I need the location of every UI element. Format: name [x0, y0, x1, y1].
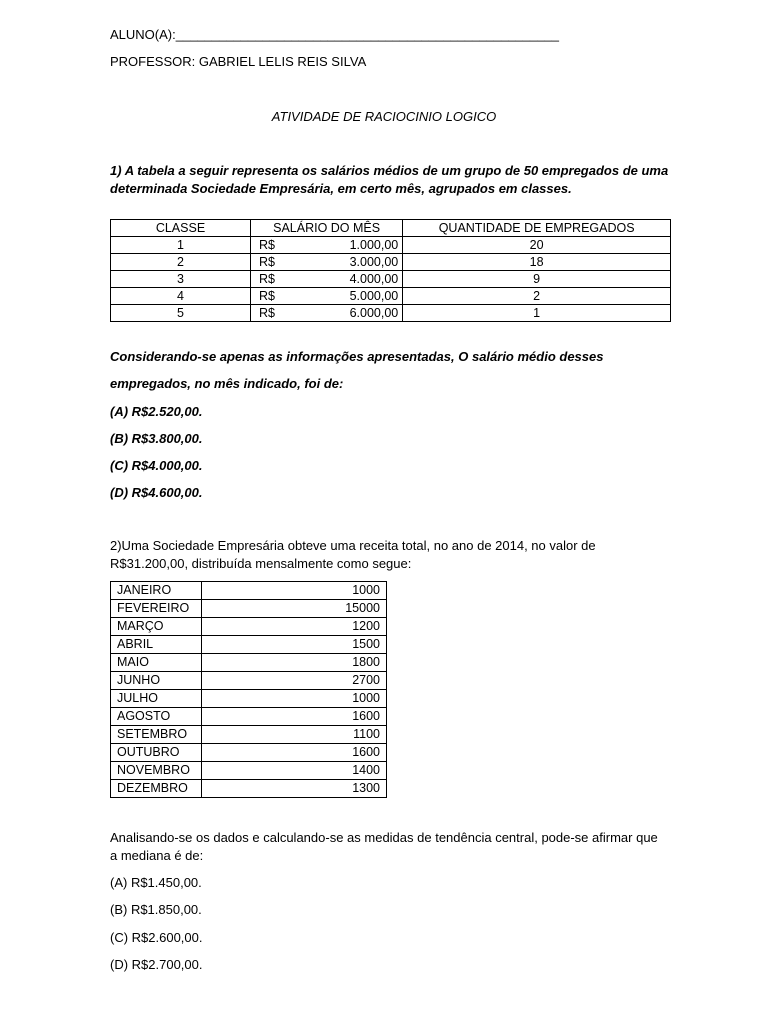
student-name-line: ALUNO(A):_____________________________________________________	[110, 27, 559, 42]
document-title: ATIVIDADE DE RACIOCINIO LOGICO	[271, 109, 497, 124]
q1-prompt-line1: 1) A tabela a seguir representa os salários médios de um grupo de 50 empregados de uma	[110, 163, 669, 178]
cell-currency: R$	[259, 306, 275, 320]
cell-revenue: 1100	[202, 726, 387, 744]
salary-table	[110, 219, 671, 322]
cell-revenue: 1200	[202, 618, 387, 636]
q2-prompt-line1: 2)Uma Sociedade Empresária obteve uma receita total, no ano de 2014, no valor de	[110, 538, 596, 553]
cell-revenue: 15000	[202, 600, 387, 618]
q2-option-c: (C) R$2.600,00.	[110, 930, 203, 945]
q2-prompt-line2: R$31.200,00, distribuída mensalmente como segue:	[110, 556, 412, 571]
revenue-table-row	[111, 672, 387, 690]
cell-currency: R$	[259, 255, 275, 269]
q1-question-line2: empregados, no mês indicado, foi de:	[110, 376, 344, 391]
cell-quantidade: 1	[403, 305, 671, 322]
revenue-table-row	[111, 636, 387, 654]
cell-quantidade: 2	[403, 288, 671, 305]
cell-quantidade: 18	[403, 254, 671, 271]
cell-month: JUNHO	[111, 672, 202, 690]
q2-option-d: (D) R$2.700,00.	[110, 957, 203, 972]
cell-classe: 5	[111, 305, 251, 322]
q1-option-d: (D) R$4.600,00.	[110, 485, 203, 500]
cell-month: JULHO	[111, 690, 202, 708]
cell-month: JANEIRO	[111, 582, 202, 600]
cell-salario-value: 4.000,00	[349, 272, 399, 286]
salary-table-row	[111, 271, 671, 288]
q2-option-b: (B) R$1.850,00.	[110, 902, 202, 917]
cell-revenue: 1000	[202, 582, 387, 600]
cell-salario-value: 5.000,00	[349, 289, 399, 303]
q1-option-b: (B) R$3.800,00.	[110, 431, 203, 446]
q2-question-line1: Analisando-se os dados e calculando-se as medidas de tendência central, pode-se afirmar que	[110, 830, 658, 845]
cell-salario-value: 6.000,00	[349, 306, 399, 320]
salary-table-header-row	[111, 220, 671, 237]
cell-salario-value: 3.000,00	[349, 255, 399, 269]
monthly-revenue-table	[110, 581, 387, 798]
revenue-table-row	[111, 726, 387, 744]
q1-option-a: (A) R$2.520,00.	[110, 404, 203, 419]
q1-option-c: (C) R$4.000,00.	[110, 458, 203, 473]
cell-classe: 2	[111, 254, 251, 271]
cell-revenue: 1300	[202, 780, 387, 798]
q2-option-a: (A) R$1.450,00.	[110, 875, 202, 890]
cell-currency: R$	[259, 238, 275, 252]
cell-quantidade: 20	[403, 237, 671, 254]
cell-classe: 3	[111, 271, 251, 288]
cell-revenue: 1000	[202, 690, 387, 708]
cell-revenue: 2700	[202, 672, 387, 690]
revenue-table-row	[111, 762, 387, 780]
cell-month: SETEMBRO	[111, 726, 202, 744]
revenue-table-row	[111, 780, 387, 798]
cell-salario-value: 1.000,00	[349, 238, 399, 252]
revenue-table-row	[111, 618, 387, 636]
cell-month: NOVEMBRO	[111, 762, 202, 780]
cell-currency: R$	[259, 272, 275, 286]
revenue-table-row	[111, 744, 387, 762]
col-header-classe: CLASSE	[111, 220, 251, 237]
salary-table-row	[111, 305, 671, 322]
cell-revenue: 1400	[202, 762, 387, 780]
cell-salario	[251, 271, 403, 288]
cell-revenue: 1600	[202, 708, 387, 726]
q1-question-line1: Considerando-se apenas as informações apresentadas, O salário médio desses	[110, 349, 604, 364]
cell-month: MAIO	[111, 654, 202, 672]
revenue-table-row	[111, 654, 387, 672]
salary-table-row	[111, 237, 671, 254]
q2-question-line2: a mediana é de:	[110, 848, 204, 863]
salary-table-row	[111, 288, 671, 305]
col-header-salario: SALÁRIO DO MÊS	[251, 220, 403, 237]
cell-salario	[251, 288, 403, 305]
cell-revenue: 1800	[202, 654, 387, 672]
revenue-table-row	[111, 708, 387, 726]
cell-salario	[251, 254, 403, 271]
cell-month: MARÇO	[111, 618, 202, 636]
col-header-quantidade: QUANTIDADE DE EMPREGADOS	[403, 220, 671, 237]
cell-revenue: 1600	[202, 744, 387, 762]
professor-line: PROFESSOR: GABRIEL LELIS REIS SILVA	[110, 54, 367, 69]
revenue-table-row	[111, 600, 387, 618]
cell-currency: R$	[259, 289, 275, 303]
salary-table-row	[111, 254, 671, 271]
cell-month: FEVEREIRO	[111, 600, 202, 618]
revenue-table-row	[111, 690, 387, 708]
cell-month: OUTUBRO	[111, 744, 202, 762]
cell-quantidade: 9	[403, 271, 671, 288]
q1-prompt-line2: determinada Sociedade Empresária, em certo mês, agrupados em classes.	[110, 181, 572, 196]
cell-classe: 4	[111, 288, 251, 305]
cell-classe: 1	[111, 237, 251, 254]
revenue-table-row	[111, 582, 387, 600]
cell-month: ABRIL	[111, 636, 202, 654]
cell-month: DEZEMBRO	[111, 780, 202, 798]
cell-salario	[251, 305, 403, 322]
cell-salario	[251, 237, 403, 254]
cell-revenue: 1500	[202, 636, 387, 654]
cell-month: AGOSTO	[111, 708, 202, 726]
